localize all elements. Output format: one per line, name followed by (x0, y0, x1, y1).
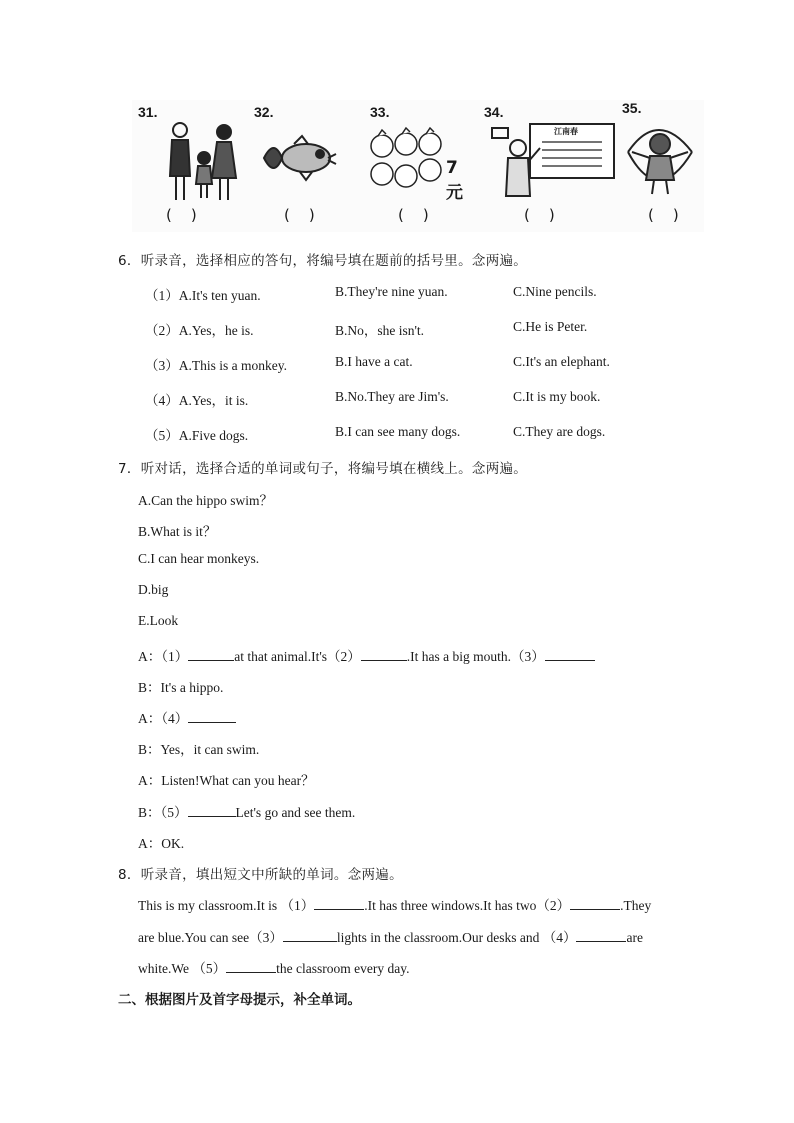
q6-option-b[interactable]: B.I have a cat. (335, 354, 413, 369)
speaker-label: B： (138, 805, 161, 820)
q6-row-number: （2） (145, 323, 179, 338)
passage-text: This is my classroom.It is (138, 898, 278, 913)
picture-number: 34. (484, 104, 504, 120)
passage-blank-3[interactable] (283, 929, 337, 942)
passage-text: are blue.You can see (138, 930, 250, 945)
q6-option-c[interactable]: C.It's an elephant. (513, 354, 610, 369)
teacher-blackboard-icon (478, 118, 618, 206)
dialogue-line-2 (138, 676, 223, 696)
passage-text: are (626, 930, 643, 945)
dialogue-text: It's a hippo. (160, 680, 224, 695)
answer-blank-4[interactable] (188, 710, 236, 723)
blackboard-title: 江南春 (554, 127, 578, 136)
price-label: 7元 (446, 158, 463, 203)
blank-number: （5） (160, 805, 188, 820)
listening-picture-strip (132, 100, 704, 232)
blank-number: （2） (536, 898, 571, 913)
blank-number: （4） (542, 930, 577, 945)
question-6-title: 6．听录音，选择相应的答句，将编号填在题前的括号里。念两遍。 (118, 253, 528, 269)
speaker-label: A： (138, 836, 162, 851)
answer-parentheses[interactable]: ( ) (398, 206, 429, 224)
blank-number: （1） (161, 649, 189, 664)
q6-option-b[interactable]: B.They're nine yuan. (335, 284, 448, 299)
speaker-label: A： (138, 773, 162, 788)
q6-row-number: （4） (145, 393, 179, 408)
speaker-label: B： (138, 680, 161, 695)
q6-option-a-text: A.It's ten yuan. (178, 288, 261, 303)
q6-option-a-text: A.Yes，he is. (178, 323, 254, 338)
q6-option-a-text: A.Yes，it is. (178, 393, 249, 408)
blank-number: （1） (280, 898, 315, 913)
q6-option-a[interactable] (145, 319, 254, 339)
passage-line-2 (138, 926, 643, 946)
answer-parentheses[interactable]: ( ) (524, 206, 555, 224)
passage-text: lights in the classroom.Our desks and (336, 930, 540, 945)
question-8-title: 8．听录音，填出短文中所缺的单词。念两遍。 (118, 867, 403, 883)
q6-option-a[interactable] (145, 354, 287, 374)
answer-parentheses[interactable]: ( ) (648, 206, 679, 224)
answer-blank-2[interactable] (361, 648, 407, 661)
picture-number: 31. (138, 104, 158, 120)
q7-choice-b: B.What is it？ (138, 524, 217, 539)
q6-option-a[interactable] (145, 284, 261, 304)
picture-31 (132, 100, 242, 232)
dialogue-line-7 (138, 832, 184, 852)
blank-number: （5） (192, 961, 227, 976)
q7-choice-d: D.big (138, 582, 169, 597)
blank-number: （4） (161, 711, 189, 726)
dialogue-text: Listen!What can you hear？ (161, 773, 315, 788)
question-7-title: 7．听对话，选择合适的单词或句子，将编号填在横线上。念两遍。 (118, 461, 528, 477)
q6-row-number: （5） (145, 428, 179, 443)
q6-option-c[interactable]: C.He is Peter. (513, 319, 588, 334)
picture-35 (618, 100, 704, 232)
blank-number: （3） (511, 649, 545, 664)
q6-option-c[interactable]: C.They are dogs. (513, 424, 606, 439)
dialogue-line-4 (138, 738, 259, 758)
answer-parentheses[interactable]: ( ) (166, 206, 197, 224)
picture-number: 33. (370, 104, 390, 120)
q6-option-c[interactable]: C.It is my book. (513, 389, 601, 404)
q6-option-a[interactable] (145, 424, 248, 444)
q6-option-b[interactable]: B.I can see many dogs. (335, 424, 461, 439)
q6-option-a[interactable] (145, 389, 248, 409)
dialogue-line-5 (138, 769, 315, 789)
passage-blank-5[interactable] (226, 960, 276, 973)
dialogue-line-3 (138, 707, 236, 727)
speaker-label: A： (138, 711, 162, 726)
q7-choice-c: C.I can hear monkeys. (138, 551, 260, 566)
passage-text: .They (620, 898, 652, 913)
dialogue-text: Yes，it can swim. (160, 742, 260, 757)
passage-line-3 (138, 957, 409, 977)
dialogue-line-6 (138, 801, 355, 821)
q6-option-b[interactable]: B.No，she isn't. (335, 323, 425, 338)
blank-number: （2） (327, 649, 361, 664)
family-icon (132, 118, 242, 206)
passage-blank-1[interactable] (314, 897, 364, 910)
passage-text: .It has three windows.It has two (364, 898, 537, 913)
passage-text: the classroom every day. (276, 961, 410, 976)
picture-number: 35. (622, 100, 642, 116)
q6-option-a-text: A.Five dogs. (178, 428, 249, 443)
passage-text: white.We (138, 961, 190, 976)
passage-line-1 (138, 894, 651, 914)
dialogue-text: at that animal.It's (234, 649, 328, 664)
section-2-title: 二、根据图片及首字母提示，补全单词。 (118, 992, 361, 1008)
q7-choice-e: E.Look (138, 613, 179, 628)
q6-row-number: （3） (145, 358, 179, 373)
picture-33 (360, 100, 470, 232)
q6-option-c[interactable]: C.Nine pencils. (513, 284, 597, 299)
speaker-label: B： (138, 742, 161, 757)
q6-option-a-text: A.This is a monkey. (178, 358, 287, 373)
passage-blank-4[interactable] (576, 929, 626, 942)
q7-choice-a: A.Can the hippo swim？ (138, 493, 273, 508)
blank-number: （3） (249, 930, 283, 945)
q6-row-number: （1） (145, 288, 179, 303)
passage-blank-2[interactable] (570, 897, 620, 910)
answer-parentheses[interactable]: ( ) (284, 206, 315, 224)
q6-option-b[interactable]: B.No.They are Jim's. (335, 389, 449, 404)
fish-icon (244, 118, 354, 206)
answer-blank-5[interactable] (188, 804, 236, 817)
answer-blank-3[interactable] (545, 648, 595, 661)
picture-32 (244, 100, 354, 232)
dialogue-text: OK. (161, 836, 185, 851)
dialogue-text: .It has a big mouth. (406, 649, 512, 664)
dialogue-line-1 (138, 645, 595, 665)
dialogue-text: Let's go and see them. (235, 805, 356, 820)
speaker-label: A： (138, 649, 162, 664)
picture-34 (478, 100, 588, 232)
girl-jumping-rope-icon (618, 118, 704, 206)
answer-blank-1[interactable] (188, 648, 234, 661)
picture-number: 32. (254, 104, 274, 120)
